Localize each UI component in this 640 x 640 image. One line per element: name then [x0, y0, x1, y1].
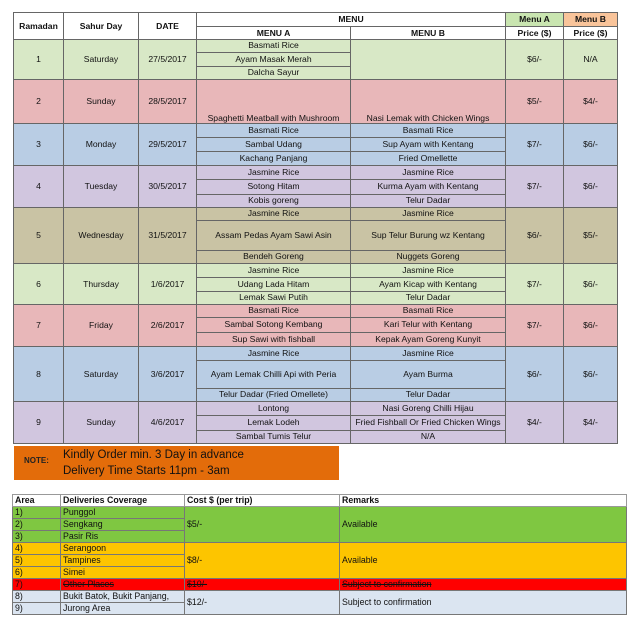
menu-b-item	[351, 361, 506, 389]
menu-a-price: $4/-	[506, 402, 564, 444]
menu-b-price: $6/-	[564, 305, 618, 347]
menu-a-item-text: Sotong Hitam	[247, 181, 300, 192]
menu-a-item	[197, 278, 351, 292]
sahur-date: 3/6/2017	[139, 347, 197, 402]
menu-b-item	[351, 278, 506, 292]
menu-b-item-text: Ayam Burma	[403, 368, 453, 379]
ramadan-number: 6	[14, 264, 64, 305]
menu-b-item	[351, 221, 506, 251]
menu-a-item-text: Lontong	[257, 402, 290, 413]
ramadan-number: 8	[14, 347, 64, 402]
menu-row	[14, 124, 618, 138]
note-line-2: Delivery Time Starts 11pm - 3am	[63, 465, 230, 477]
header-menu-b: MENU B	[351, 27, 506, 40]
menu-b-price: $6/-	[564, 347, 618, 402]
menu-a-item-text: Sambal Tumis Telur	[235, 431, 312, 442]
menu-a-item-text: Assam Pedas Ayam Sawi Asin	[215, 229, 332, 240]
header-cost: Cost $ (per trip)	[185, 495, 340, 507]
menu-a-item	[197, 166, 351, 180]
menu-b-item-text: Telur Dadar	[405, 195, 451, 206]
menu-b-price: $6/-	[564, 166, 618, 208]
delivery-remarks: Available	[340, 543, 627, 579]
coverage-area: Pasir Ris	[61, 531, 185, 543]
delivery-row	[13, 579, 627, 591]
menu-a-price: $6/-	[506, 347, 564, 402]
sahur-date: 30/5/2017	[139, 166, 197, 208]
menu-a-item	[197, 40, 351, 53]
menu-a-item	[197, 292, 351, 305]
menu-a-item-text: Kachang Panjang	[239, 152, 308, 163]
menu-a-item	[197, 347, 351, 361]
menu-row	[14, 347, 618, 361]
menu-a-price: $7/-	[506, 305, 564, 347]
menu-a-item-text: Udang Lada Hitam	[237, 278, 310, 289]
menu-a-item-text: Sambal Udang	[245, 138, 302, 149]
coverage-area: Punggol	[61, 507, 185, 519]
menu-a-item	[197, 402, 351, 416]
sahur-date: 27/5/2017	[139, 40, 197, 80]
menu-a-item-text: Lemak Lodeh	[247, 417, 300, 428]
coverage-area: Jurong Area	[61, 603, 185, 615]
menu-b-item-text: Kepak Ayam Goreng Kunyit	[375, 333, 481, 344]
header-menu: MENU	[197, 13, 506, 27]
menu-a-price: $7/-	[506, 264, 564, 305]
menu-b-item-text: Jasmine Rice	[402, 208, 454, 219]
menu-row	[14, 40, 618, 53]
menu-b-item-text: Basmati Rice	[402, 124, 454, 135]
area-number: 8)	[13, 591, 61, 603]
ramadan-number: 2	[14, 80, 64, 124]
header-date: DATE	[139, 13, 197, 40]
menu-b-item-text: Basmati Rice	[402, 305, 454, 316]
delivery-remarks: Subject to confirmation	[340, 579, 627, 591]
menu-a-item	[197, 333, 351, 347]
menu-a-price: $5/-	[506, 80, 564, 124]
menu-b-item	[351, 292, 506, 305]
menu-b-item-text: Telur Dadar	[405, 292, 451, 303]
menu-b-item	[351, 416, 506, 431]
menu-b-item-text: N/A	[420, 431, 436, 442]
header-price-b: Price ($)	[564, 27, 618, 40]
menu-b-price: $6/-	[564, 124, 618, 166]
menu-a-item	[197, 180, 351, 195]
delivery-row	[13, 591, 627, 603]
delivery-cost: $10/-	[185, 579, 340, 591]
delivery-remarks: Available	[340, 507, 627, 543]
menu-a-item	[197, 124, 351, 138]
area-number: 9)	[13, 603, 61, 615]
ramadan-number: 3	[14, 124, 64, 166]
sahur-day: Monday	[64, 124, 139, 166]
area-number: 7)	[13, 579, 61, 591]
menu-a-item-text: Dalcha Sayur	[247, 67, 300, 78]
menu-b-price: $4/-	[564, 402, 618, 444]
menu-b-item-text: Jasmine Rice	[402, 166, 454, 177]
sahur-date: 1/6/2017	[139, 264, 197, 305]
sahur-date: 4/6/2017	[139, 402, 197, 444]
menu-a-item-text: Ayam Masak Merah	[235, 53, 312, 64]
menu-b-item	[351, 402, 506, 416]
menu-b-item	[351, 251, 506, 264]
coverage-area: Bukit Batok, Bukit Panjang,	[61, 591, 185, 603]
delivery-cost: $5/-	[185, 507, 340, 543]
menu-b-item-text: Telur Dadar	[405, 389, 451, 400]
menu-b-item	[351, 40, 506, 80]
header-sahur-day: Sahur Day	[64, 13, 139, 40]
menu-a-item-text: Ayam Lemak Chilli Api with Peria	[210, 368, 337, 379]
delivery-remarks: Subject to confirmation	[340, 591, 627, 615]
menu-a-item	[197, 138, 351, 152]
area-number: 2)	[13, 519, 61, 531]
menu-b-item-text: Nuggets Goreng	[396, 251, 460, 262]
menu-a-item	[197, 67, 351, 80]
menu-a-item	[197, 264, 351, 278]
menu-b-item	[351, 195, 506, 208]
menu-a-item-text: Jasmine Rice	[247, 264, 300, 275]
menu-row	[14, 208, 618, 221]
menu-b-item-text: Ayam Kicap with Kentang	[379, 278, 477, 289]
delivery-row	[13, 507, 627, 519]
sahur-day: Saturday	[64, 40, 139, 80]
sahur-menu-table	[13, 12, 618, 444]
menu-b-item-text: Fried Omellette	[398, 152, 458, 163]
ramadan-number: 4	[14, 166, 64, 208]
coverage-area: Simei	[61, 567, 185, 579]
menu-a-item	[197, 195, 351, 208]
menu-b-item-text: Jasmine Rice	[402, 264, 454, 275]
menu-a-item	[197, 361, 351, 389]
note-label: NOTE:	[24, 456, 49, 465]
menu-b-item	[351, 180, 506, 195]
header-menu-b-price-top: Menu B	[564, 13, 618, 27]
coverage-area: Tampines	[61, 555, 185, 567]
sahur-day: Sunday	[64, 402, 139, 444]
coverage-area: Sengkang	[61, 519, 185, 531]
area-number: 1)	[13, 507, 61, 519]
menu-a-item-text: Sambal Sotong Kembang	[224, 319, 323, 330]
menu-b-price: N/A	[564, 40, 618, 80]
ramadan-number: 7	[14, 305, 64, 347]
header-ramadan: Ramadan	[14, 13, 64, 40]
menu-a-item	[197, 431, 351, 444]
coverage-area: Other Places	[61, 579, 185, 591]
order-note	[14, 446, 339, 480]
menu-a-item-text: Basmati Rice	[248, 305, 299, 316]
sahur-day: Sunday	[64, 80, 139, 124]
menu-a-item	[197, 318, 351, 333]
menu-a-item: Spaghetti Meatball with Mushroom	[197, 80, 351, 124]
menu-row	[14, 402, 618, 416]
menu-b-item	[351, 305, 506, 318]
delivery-cost: $8/-	[185, 543, 340, 579]
menu-b-item-text: Kurma Ayam with Kentang	[377, 181, 479, 192]
sahur-date: 2/6/2017	[139, 305, 197, 347]
deliveries-header-row	[13, 495, 627, 507]
menu-b-item-text: Kari Telur with Kentang	[383, 319, 473, 330]
menu-b-item	[351, 152, 506, 166]
menu-b-item-text: Nasi Goreng Chilli Hijau	[382, 402, 474, 413]
menu-b-item	[351, 318, 506, 333]
menu-row	[14, 305, 618, 318]
header-remarks: Remarks	[340, 495, 627, 507]
header-menu-a: MENU A	[197, 27, 351, 40]
sahur-day: Thursday	[64, 264, 139, 305]
menu-b-item	[351, 389, 506, 402]
delivery-cost: $12/-	[185, 591, 340, 615]
menu-a-item-text: Basmati Rice	[248, 124, 299, 135]
deliveries-body	[13, 495, 627, 615]
menu-a-price: $7/-	[506, 166, 564, 208]
menu-b-item: Nasi Lemak with Chicken Wings	[351, 80, 506, 124]
sahur-date: 31/5/2017	[139, 208, 197, 264]
header-area: Area	[13, 495, 61, 507]
menu-a-item	[197, 152, 351, 166]
menu-row	[14, 264, 618, 278]
note-line-1: Kindly Order min. 3 Day in advance	[63, 449, 244, 461]
menu-b-item	[351, 431, 506, 444]
ramadan-number: 1	[14, 40, 64, 80]
menu-a-item-text: Basmati Rice	[248, 40, 299, 51]
menu-a-item-text: Telur Dadar (Fried Omellete)	[219, 389, 328, 400]
deliveries-table	[12, 494, 627, 615]
menu-a-item	[197, 251, 351, 264]
menu-row	[14, 80, 618, 124]
menu-b-item	[351, 138, 506, 152]
menu-b-item	[351, 264, 506, 278]
sahur-day: Friday	[64, 305, 139, 347]
sahur-day: Tuesday	[64, 166, 139, 208]
menu-a-item	[197, 416, 351, 431]
menu-a-item-text: Jasmine Rice	[247, 347, 300, 358]
menu-a-item	[197, 389, 351, 402]
menu-b-item	[351, 347, 506, 361]
menu-b-item-text: Fried Fishball Or Fried Chicken Wings	[355, 417, 501, 428]
menu-a-item	[197, 305, 351, 318]
menu-a-item-text: Jasmine Rice	[247, 166, 300, 177]
delivery-row	[13, 543, 627, 555]
menu-b-item	[351, 333, 506, 347]
menu-row	[14, 166, 618, 180]
area-number: 6)	[13, 567, 61, 579]
header-menu-a-price-top: Menu A	[506, 13, 564, 27]
menu-b-item-text: Sup Telur Burung wz Kentang	[371, 229, 485, 240]
menu-a-item-text: Bendeh Goreng	[243, 251, 304, 262]
sahur-date: 28/5/2017	[139, 80, 197, 124]
menu-b-item-text: Sup Ayam with Kentang	[382, 138, 474, 149]
menu-a-item-text: Lemak Sawi Putih	[239, 292, 308, 303]
menu-body	[14, 40, 618, 444]
ramadan-number: 9	[14, 402, 64, 444]
sahur-day: Wednesday	[64, 208, 139, 264]
menu-a-item-text: Sup Sawi with fishball	[231, 333, 316, 344]
menu-b-item	[351, 124, 506, 138]
menu-a-item-text: Kobis goreng	[248, 195, 299, 206]
sahur-date: 29/5/2017	[139, 124, 197, 166]
menu-a-price: $6/-	[506, 208, 564, 264]
menu-b-item	[351, 166, 506, 180]
menu-a-price: $6/-	[506, 40, 564, 80]
area-number: 5)	[13, 555, 61, 567]
area-number: 3)	[13, 531, 61, 543]
menu-b-item-text: Jasmine Rice	[402, 347, 454, 358]
area-number: 4)	[13, 543, 61, 555]
sahur-day: Saturday	[64, 347, 139, 402]
menu-a-item	[197, 208, 351, 221]
menu-b-price: $5/-	[564, 208, 618, 264]
menu-a-price: $7/-	[506, 124, 564, 166]
header-coverage: Deliveries Coverage	[61, 495, 185, 507]
menu-b-price: $6/-	[564, 264, 618, 305]
coverage-area: Serangoon	[61, 543, 185, 555]
menu-a-item-text: Jasmine Rice	[247, 208, 300, 219]
menu-a-item	[197, 53, 351, 67]
menu-b-price: $4/-	[564, 80, 618, 124]
menu-a-item	[197, 221, 351, 251]
ramadan-number: 5	[14, 208, 64, 264]
header-price-a: Price ($)	[506, 27, 564, 40]
menu-b-item	[351, 208, 506, 221]
